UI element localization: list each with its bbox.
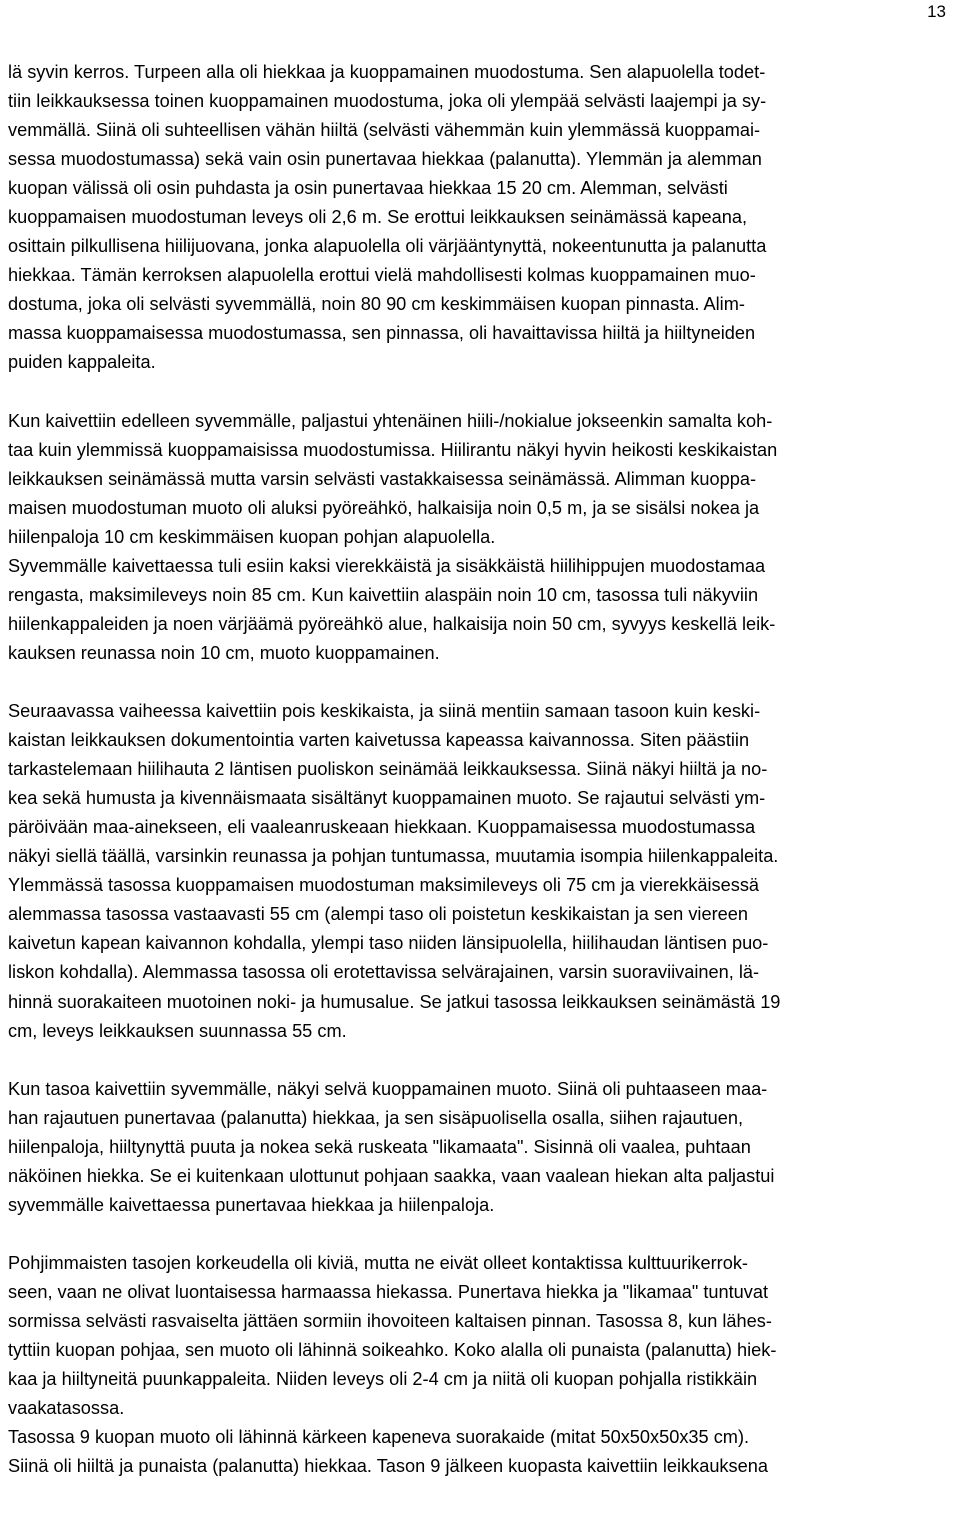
text-line: kauksen reunassa noin 10 cm, muoto kuoppamainen. [8,642,440,663]
text-line: Pohjimmaisten tasojen korkeudella oli kiviä, mutta ne eivät olleet kontaktissa kulttuurikerrok- [8,1252,748,1273]
text-line: taa kuin ylemmissä kuoppamaisissa muodostumissa. Hiilirantu näkyi hyvin heikosti keskikaistan [8,439,778,460]
paragraph [8,407,956,668]
text-line: näköinen hiekka. Se ei kuitenkaan ulottunut pohjaan saakka, vaan vaalean hiekan alta paljastui [8,1165,775,1186]
text-line: syvemmälle kaivettaessa punertavaa hiekkaa ja hiilenpaloja. [8,1194,495,1215]
paragraph-spacer [8,668,956,697]
text-line: seen, vaan ne olivat luontaisessa harmaassa hiekassa. Punertava hiekka ja "likamaa" tuntuvat [8,1281,769,1302]
text-line: Kun tasoa kaivettiin syvemmälle, näkyi selvä kuoppamainen muoto. Siinä oli puhtaaseen maa- [8,1078,768,1099]
page-number: 13 [927,2,946,21]
paragraph-spacer [8,1046,956,1075]
paragraph [8,697,956,1046]
text-line: vaakatasossa. [8,1398,125,1419]
text-line: maisen muodostuman muoto oli aluksi pyöreähkö, halkaisija noin 0,5 m, ja se sisälsi nokea ja [8,497,760,518]
text-line: dostuma, joka oli selvästi syvemmällä, noin 80 90 cm keskimmäisen kuopan pinnasta. Alim- [8,294,745,315]
text-line: osittain pilkullisena hiilijuovana, jonka alapuolella oli värjääntynyttä, nokeentunutta ja palanutta [8,236,767,257]
text-line: Ylemmässä tasossa kuoppamaisen muodostuman maksimileveys oli 75 cm ja vierekkäisessä [8,875,760,896]
paragraph-spacer [8,1220,956,1249]
text-line: Tasossa 9 kuopan muoto oli lähinnä kärkeen kapeneva suorakaide (mitat 50x50x50x35 cm). [8,1427,750,1448]
text-line: kaa ja hiiltyneitä puunkappaleita. Niiden leveys oli 2-4 cm ja niitä oli kuopan pohjalla ristikkäin [8,1369,758,1390]
text-line: liskon kohdalla). Alemmassa tasossa oli erotettavissa selvärajainen, varsin suoraviivainen, lä- [8,962,760,983]
text-line: vemmällä. Siinä oli suhteellisen vähän hiiltä (selvästi vähemmän kuin ylemmässä kuoppamai- [8,120,761,141]
text-line: cm, leveys leikkauksen suunnassa 55 cm. [8,1020,347,1041]
text-line: tarkastelemaan hiilihauta 2 läntisen puoliskon seinämää leikkauksessa. Siinä näkyi hiiltä ja no- [8,759,768,780]
text-line: hiilenpaloja, hiiltynyttä puuta ja nokea sekä ruskeata "likamaata". Sisinnä oli vaalea, puhtaan [8,1136,751,1157]
text-line: puiden kappaleita. [8,352,156,373]
text-line: kea sekä humusta ja kivennäismaata sisältänyt kuoppamainen muoto. Se rajautui selvästi ym- [8,788,766,809]
text-line: kuoppamaisen muodostuman leveys oli 2,6 m. Se erottui leikkauksen seinämässä kapeana, [8,207,748,228]
text-line: tiin leikkauksessa toinen kuoppamainen muodostuma, joka oli ylempää selvästi laajempi ja sy- [8,91,767,112]
text-line: kaivetun kapean kaivannon kohdalla, ylempi taso niiden länsipuolella, hiilihaudan läntisen puo- [8,933,769,954]
text-line: Syvemmälle kaivettaessa tuli esiin kaksi vierekkäistä ja sisäkkäistä hiilihippujen muodostamaa [8,555,766,576]
text-line: alemmassa tasossa vastaavasti 55 cm (alempi taso oli poistetun keskikaistan ja sen viereen [8,904,748,925]
text-line: kuopan välissä oli osin puhdasta ja osin punertavaa hiekkaa 15 20 cm. Alemman, selvästi [8,178,728,199]
paragraph-spacer [8,378,956,407]
text-line: Seuraavassa vaiheessa kaivettiin pois keskikaista, ja siinä mentiin samaan tasoon kuin keski- [8,701,761,722]
paragraph [8,1249,956,1481]
text-line: massa kuoppamaisessa muodostumassa, sen pinnassa, oli havaittavissa hiiltä ja hiiltyneiden [8,323,756,344]
text-line: näkyi siellä täällä, varsinkin reunassa ja pohjan tuntumassa, muutamia isompia hiilenkappaleita. [8,846,779,867]
text-line: sormissa selvästi rasvaiselta jättäen sormiin ihovoiteen kaltaisen pinnan. Tasossa 8, kun lähes- [8,1311,772,1332]
text-line: han rajautuen punertavaa (palanutta) hiekkaa, ja sen sisäpuolisella osalla, siihen rajautuen, [8,1107,744,1128]
document-body [8,58,956,1481]
text-line: hinnä suorakaiteen muotoinen noki- ja humusalue. Se jatkui tasossa leikkauksen seinämästä 19 [8,991,781,1012]
paragraph [8,1075,956,1220]
text-line: hiilenpaloja 10 cm keskimmäisen kuopan pohjan alapuolella. [8,526,496,547]
text-line: lä syvin kerros. Turpeen alla oli hiekkaa ja kuoppamainen muodostuma. Sen alapuolella todet- [8,62,766,82]
text-line: hiilenkappaleiden ja noen värjäämä pyöreähkö alue, halkaisija noin 50 cm, syvyys keskellä leik- [8,613,776,634]
text-line: rengasta, maksimileveys noin 85 cm. Kun kaivettiin alaspäin noin 10 cm, tasossa tuli näkyviin [8,584,759,605]
text-line: Siinä oli hiiltä ja punaista (palanutta) hiekkaa. Tason 9 jälkeen kuopasta kaivettiin leikkauksena [8,1456,768,1477]
text-line: hiekkaa. Tämän kerroksen alapuolella erottui vielä mahdollisesti kolmas kuoppamainen muo- [8,265,756,286]
text-line: Kun kaivettiin edelleen syvemmälle, paljastui yhtenäinen hiili-/nokialue jokseenkin samalta koh- [8,410,773,431]
text-line: kaistan leikkauksen dokumentointia varten kaivetussa kapeassa kaivannossa. Siten päästiin [8,730,750,751]
text-line: sessa muodostumassa) sekä vain osin punertavaa hiekkaa (palanutta). Ylemmän ja alemman [8,149,762,170]
text-line: leikkauksen seinämässä mutta varsin selvästi vastakkaisessa seinämässä. Alimman kuoppa- [8,468,757,489]
text-line: tyttiin kuopan pohjaa, sen muoto oli lähinnä soikeahko. Koko alalla oli punaista (palanutta) hiek- [8,1340,777,1361]
paragraph [8,58,956,378]
text-line: päröivään maa-ainekseen, eli vaaleanruskeaan hiekkaan. Kuoppamaisessa muodostumassa [8,817,756,838]
